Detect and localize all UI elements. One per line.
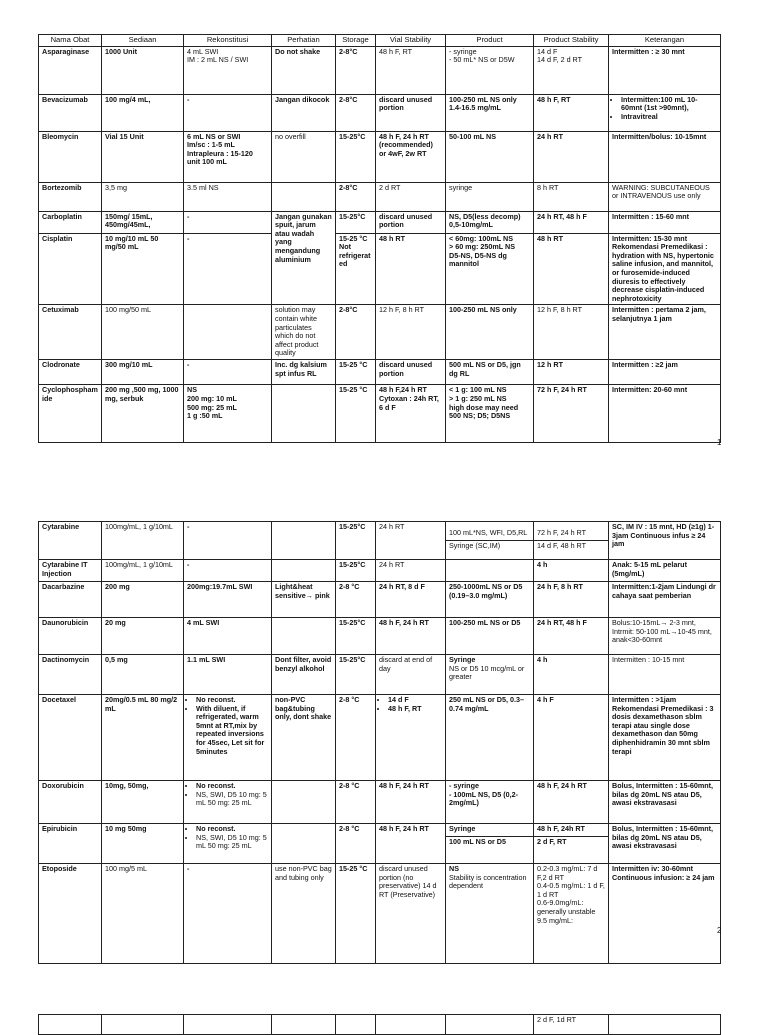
product — [446, 522, 534, 560]
storage: 15-25°C — [336, 131, 376, 182]
vial-stability: 48 h F, 24 h RT (recommended) or 4wF, 2w RT — [376, 131, 446, 182]
keterangan: Intermitten : ≥2 jam — [609, 360, 721, 385]
product-stability: 24 h RT — [534, 131, 609, 182]
page-number: 1 — [717, 438, 722, 447]
list-item: • No reconst. — [196, 782, 268, 791]
rekonstitusi — [184, 824, 272, 864]
product — [446, 824, 534, 864]
drug-name: Daunorubicin — [39, 618, 102, 655]
rekonstitusi — [184, 695, 272, 781]
storage: 15-25°C — [336, 211, 376, 233]
line: 6 mL NS or SWI — [187, 131, 241, 141]
sediaan: 100mg/mL, 1 g/10mL — [102, 522, 184, 560]
product-stability — [534, 522, 609, 560]
table-row — [39, 94, 721, 131]
table-row — [39, 360, 721, 385]
list-item: • 14 d F — [388, 696, 442, 705]
product-stability: 48 h F, 24 h RT — [534, 781, 609, 824]
table-row — [39, 864, 721, 964]
product-stability: 12 h F, 8 h RT — [534, 305, 609, 360]
vial-stability: discard unused portion — [376, 360, 446, 385]
empty-cell — [102, 1015, 184, 1035]
sediaan: 200 mg — [102, 582, 184, 618]
sub-cell: 14 d F, 48 h RT — [534, 540, 608, 551]
line: > 1 g: 250 mL NS — [449, 393, 507, 403]
perhatian: Light&heat sensitive→ pink — [272, 582, 336, 618]
line: 200 mg: 10 mL — [187, 393, 237, 403]
vial-stability: 12 h F, 8 h RT — [376, 305, 446, 360]
rekonstitusi: 1.1 mL SWI — [184, 655, 272, 695]
drug-name: Clodronate — [39, 360, 102, 385]
drug-name: Bleomycin — [39, 131, 102, 182]
line: 14 d F — [537, 46, 558, 56]
vial-stability: 48 h F,24 h RT Cytoxan : 24h RT, 6 d F — [376, 385, 446, 443]
vial-stability: 48 h RT — [376, 233, 446, 305]
sediaan: 1000 Unit — [102, 46, 184, 94]
line: 14 d F, 2 d RT — [537, 55, 583, 65]
product — [446, 211, 534, 233]
line: high dose may need 500 NS; D5; D5NS — [449, 402, 519, 421]
product: 100-250 mL NS only — [446, 305, 534, 360]
line: 500 mg: 25 mL — [187, 402, 237, 412]
empty-cell — [336, 1015, 376, 1035]
sub-cell: 100 mL NS or D5 — [446, 836, 533, 847]
drug-table-page-2 — [38, 521, 721, 964]
perhatian — [272, 522, 336, 560]
storage: 2-8 °C — [336, 781, 376, 824]
storage: 2-8°C — [336, 305, 376, 360]
table-row — [39, 385, 721, 443]
vial-stability: discard at end of day — [376, 655, 446, 695]
keterangan: Bolus, Intermitten : 15-60mnt, bilas dg 20mL NS atau D5, awasi ekstravasasi — [609, 781, 721, 824]
rekonstitusi — [184, 46, 272, 94]
sediaan: 200 mg ,500 mg, 1000 mg, serbuk — [102, 385, 184, 443]
sub-cell: Syringe (SC,IM) — [446, 540, 533, 551]
perhatian — [272, 560, 336, 582]
keterangan: Intermitten : ≥ 30 mnt — [609, 46, 721, 94]
line: NS or D5 10 mcg/mL or greater — [449, 663, 525, 682]
rekonstitusi — [184, 781, 272, 824]
perhatian — [272, 618, 336, 655]
keterangan — [609, 94, 721, 131]
keterangan: Bolus:10-15mL→ 2-3 mnt, Intrmit: 50-100 mL→10-45 mnt, anak<30-60mnt — [609, 618, 721, 655]
perhatian — [272, 781, 336, 824]
list-item: • With diluent, if refrigerated, warm 5mnt at RT,mix by repeated inversions for 45sec, Let sit for 5minutes — [196, 705, 268, 757]
rekonstitusi: - — [184, 94, 272, 131]
perhatian: Jangan gunakan spuit, jarum atau wadah yang mengandung aluminium — [272, 211, 336, 305]
keterangan: Bolus, Intermitten : 15-60mnt, bilas dg 20mL NS atau D5, awasi ekstravasasi — [609, 824, 721, 864]
table-row — [39, 655, 721, 695]
drug-name: Cytarabine IT Injection — [39, 560, 102, 582]
vial-stability: 48 h F, 24 h RT — [376, 618, 446, 655]
product — [446, 560, 534, 582]
list-item: • Intravitreal — [621, 113, 717, 122]
product-stability: 4 h — [534, 655, 609, 695]
rekonstitusi — [184, 385, 272, 443]
list-item: • Intermitten:100 mL 10-60mnt (1st >90mnt), — [621, 96, 717, 113]
empty-cell — [184, 1015, 272, 1035]
product-stability: 72 h F, 24 h RT — [534, 385, 609, 443]
rekonstitusi: 4 mL SWI — [184, 618, 272, 655]
table-row — [39, 522, 721, 560]
vial-stability: 24 h RT — [376, 560, 446, 582]
sediaan: 20 mg — [102, 618, 184, 655]
line: 0.6-9.0mg/mL: generally unstable 9.5 mg/mL: — [537, 898, 596, 925]
line: - syringe — [449, 781, 479, 790]
product — [446, 655, 534, 695]
product-stability: 4 h F — [534, 695, 609, 781]
line: NS — [187, 385, 197, 395]
page-3 — [38, 1014, 720, 1035]
line: < 1 g: 100 mL NS — [449, 385, 507, 395]
rekonstitusi: - — [184, 360, 272, 385]
keterangan: Intermitten : pertama 2 jam, selanjutnya 1 jam — [609, 305, 721, 360]
sediaan: 100mg/mL, 1 g/10mL — [102, 560, 184, 582]
line: - 50 mL* NS or D5W — [449, 55, 515, 65]
table-row — [39, 46, 721, 94]
product — [446, 385, 534, 443]
perhatian: use non-PVC bag and tubing only — [272, 864, 336, 964]
product-stability: 48 h F, RT — [534, 94, 609, 131]
vial-stability: discard unused portion — [376, 94, 446, 131]
vial-stability: discard unused portion — [376, 211, 446, 233]
list-item: • NS, SWI, D5 10 mg: 5 mL 50 mg: 25 mL — [196, 791, 268, 808]
perhatian: non-PVC bag&tubing only, dont shake — [272, 695, 336, 781]
sediaan: 100 mg/4 mL, — [102, 94, 184, 131]
empty-cell — [609, 1015, 721, 1035]
keterangan: SC, IM IV : 15 mnt, HD (≥1g) 1-3jam Continuous infus ≥ 24 jam — [609, 522, 721, 560]
line: Syringe — [449, 824, 476, 833]
table-row — [39, 211, 721, 233]
page-1 — [38, 34, 720, 443]
product — [446, 233, 534, 305]
drug-name: Bortezomib — [39, 182, 102, 211]
line: 48 h F, 24h RT — [537, 824, 585, 833]
product-stability — [534, 824, 609, 864]
vial-stability — [376, 695, 446, 781]
sediaan: 0,5 mg — [102, 655, 184, 695]
table-row — [39, 182, 721, 211]
product-stability — [534, 864, 609, 964]
col-header: Sediaan — [102, 35, 184, 47]
line: 0.2-0.3 mg/mL: 7 d F,2 d RT — [537, 864, 598, 882]
drug-table-page-1 — [38, 34, 721, 443]
sediaan: 10 mg 50mg — [102, 824, 184, 864]
line: 0,5-10mg/mL — [449, 220, 493, 230]
col-header: Keterangan — [609, 35, 721, 47]
line: D5-NS, D5-NS dg mannitol — [449, 250, 507, 269]
table-row — [39, 824, 721, 864]
perhatian — [272, 182, 336, 211]
line: Stability is concentration dependent — [449, 872, 527, 891]
keterangan: Intermitten:1-2jam Lindungi dr cahaya saat pemberian — [609, 582, 721, 618]
product: 250 mL NS or D5, 0.3–0.74 mg/mL — [446, 695, 534, 781]
product — [446, 94, 534, 131]
rekonstitusi — [184, 131, 272, 182]
table-row — [39, 582, 721, 618]
product — [446, 864, 534, 964]
empty-cell — [39, 1015, 102, 1035]
keterangan: Intermitten: 20-60 mnt — [609, 385, 721, 443]
keterangan: Intermitten : 15-60 mnt — [609, 211, 721, 233]
line: 0.4-0.5 mg/mL: 1 d F, 1 d RT — [537, 881, 605, 899]
table-header-row — [39, 35, 721, 47]
storage: 15-25°C — [336, 655, 376, 695]
vial-stability: 48 h F, 24 h RT — [376, 781, 446, 824]
product-stability: 2 d F, 1d RT — [534, 1015, 609, 1035]
line: < 60mg: 100mL NS — [449, 233, 513, 243]
empty-cell — [272, 1015, 336, 1035]
line: 1.4-16.5 mg/mL — [449, 103, 501, 113]
storage: 2-8°C — [336, 94, 376, 131]
vial-stability: 48 h F, RT — [376, 46, 446, 94]
perhatian: solution may contain white particulates which do not affect product quality — [272, 305, 336, 360]
product: syringe — [446, 182, 534, 211]
perhatian: Jangan dikocok — [272, 94, 336, 131]
product — [446, 781, 534, 824]
rekonstitusi — [184, 305, 272, 360]
drug-name: Etoposide — [39, 864, 102, 964]
storage: 2-8°C — [336, 182, 376, 211]
line: 100-250 mL NS only — [449, 94, 517, 104]
drug-name: Dacarbazine — [39, 582, 102, 618]
table-row — [39, 560, 721, 582]
sediaan: 150mg/ 15mL, 450mg/45mL, — [102, 211, 184, 233]
keterangan: WARNING: SUBCUTANEOUS or INTRAVENOUS use only — [609, 182, 721, 211]
table-row — [39, 305, 721, 360]
storage: 15-25 °C — [336, 385, 376, 443]
table-row — [39, 781, 721, 824]
storage: 15-25 °C Not refrigerated — [336, 233, 376, 305]
drug-name: Cetuximab — [39, 305, 102, 360]
keterangan: Intermitten/bolus: 10-15mnt — [609, 131, 721, 182]
keterangan: Intermitten: 15-30 mnt Rekomendasi Premedikasi : hydration with NS, hypertonic saline infusion, and mannitol, or furosemide-induced diuresis to effectively decrease cisplatin-induced nephrotoxicity — [609, 233, 721, 305]
product-stability: 24 h RT, 48 h F — [534, 618, 609, 655]
col-header: Storage — [336, 35, 376, 47]
line: NS, D5(less decomp) — [449, 211, 521, 221]
list-item: • No reconst. — [196, 825, 268, 834]
table-row — [39, 131, 721, 182]
vial-stability: 48 h F, 24 h RT — [376, 824, 446, 864]
product-stability: 8 h RT — [534, 182, 609, 211]
product-stability: 4 h — [534, 560, 609, 582]
drug-name: Docetaxel — [39, 695, 102, 781]
table-row — [39, 695, 721, 781]
rekonstitusi: 3.5 ml NS — [184, 182, 272, 211]
storage: 15-25°C — [336, 522, 376, 560]
vial-stability: 24 h RT — [376, 522, 446, 560]
product: 250-1000mL NS or D5 (0.19–3.0 mg/mL) — [446, 582, 534, 618]
perhatian — [272, 824, 336, 864]
col-header: Product Stability — [534, 35, 609, 47]
storage: 2-8 °C — [336, 824, 376, 864]
product: 100-250 mL NS or D5 — [446, 618, 534, 655]
col-header: Rekonstitusi — [184, 35, 272, 47]
list-item: • NS, SWI, D5 10 mg: 5 mL 50 mg: 25 mL — [196, 834, 268, 851]
sediaan: 10 mg/10 mL 50 mg/50 mL — [102, 233, 184, 305]
rekonstitusi: - — [184, 233, 272, 305]
product: 500 mL NS or D5, jgn dg RL — [446, 360, 534, 385]
drug-name: Dactinomycin — [39, 655, 102, 695]
sediaan: 3,5 mg — [102, 182, 184, 211]
drug-name: Doxorubicin — [39, 781, 102, 824]
perhatian: Do not shake — [272, 46, 336, 94]
page-2 — [38, 521, 720, 964]
product-stability — [534, 46, 609, 94]
col-header: Product — [446, 35, 534, 47]
storage: 15-25 °C — [336, 360, 376, 385]
empty-cell — [376, 1015, 446, 1035]
line: 1 g :50 mL — [187, 411, 223, 421]
list-item: • 48 h F, RT — [388, 705, 442, 714]
sediaan: 100 mg/50 mL — [102, 305, 184, 360]
line: 100 mL*NS, WFI, D5,RL — [449, 528, 528, 537]
product-stability: 24 h F, 8 h RT — [534, 582, 609, 618]
sediaan: 20mg/0.5 mL 80 mg/2 mL — [102, 695, 184, 781]
storage: 15-25 °C — [336, 864, 376, 964]
product — [446, 46, 534, 94]
keterangan: Intermitten iv: 30-60mnt Continuous infusion: ≥ 24 jam — [609, 864, 721, 964]
line: 4 mL SWI — [187, 46, 219, 56]
perhatian — [272, 385, 336, 443]
sediaan: Vial 15 Unit — [102, 131, 184, 182]
list-item: • No reconst. — [196, 696, 268, 705]
line: Syringe — [449, 655, 476, 664]
sediaan: 10mg, 50mg, — [102, 781, 184, 824]
line: - 100mL NS, D5 (0,2-2mg/mL) — [449, 789, 518, 808]
sub-cell: 2 d F, RT — [534, 836, 608, 847]
line: NS — [449, 864, 459, 873]
line: Intrapleura : 15-120 unit 100 mL — [187, 148, 253, 167]
product: 50-100 mL NS — [446, 131, 534, 182]
line: > 60 mg: 250mL NS — [449, 242, 515, 252]
storage: 2-8 °C — [336, 582, 376, 618]
page-number: 2 — [717, 926, 722, 935]
table-row — [39, 1015, 721, 1035]
storage: 2-8 °C — [336, 695, 376, 781]
vial-stability: 24 h RT, 8 d F — [376, 582, 446, 618]
product-stability: 48 h RT — [534, 233, 609, 305]
col-header: Perhatian — [272, 35, 336, 47]
line: Im/sc : 1-5 mL — [187, 140, 235, 150]
perhatian: no overfill — [272, 131, 336, 182]
drug-name: Cyclophosphamide — [39, 385, 102, 443]
rekonstitusi: 200mg:19.7mL SWI — [184, 582, 272, 618]
table-row — [39, 233, 721, 305]
line: - syringe — [449, 46, 477, 56]
perhatian: Inc. dg kalsium spt infus RL — [272, 360, 336, 385]
line: IM : 2 mL NS / SWI — [187, 55, 249, 65]
drug-name: Cisplatin — [39, 233, 102, 305]
product-stability: 24 h RT, 48 h F — [534, 211, 609, 233]
rekonstitusi: - — [184, 560, 272, 582]
keterangan: Intermitten : >1jam Rekomendasi Premedikasi : 3 dosis dexamethason sblm terapi atau single dose dexamethason dan 50mg diphenhidramin 30 mnt sblm terapi — [609, 695, 721, 781]
drug-name: Asparaginase — [39, 46, 102, 94]
storage: 2-8°C — [336, 46, 376, 94]
product-stability: 12 h RT — [534, 360, 609, 385]
sediaan: 100 mg/5 mL — [102, 864, 184, 964]
col-header: Nama Obat — [39, 35, 102, 47]
keterangan: Anak: 5-15 mL pelarut (5mg/mL) — [609, 560, 721, 582]
drug-name: Carboplatin — [39, 211, 102, 233]
rekonstitusi: - — [184, 522, 272, 560]
table-row — [39, 618, 721, 655]
line: 72 h F, 24 h RT — [537, 528, 587, 537]
storage: 15-25°C — [336, 618, 376, 655]
storage: 15-25°C — [336, 560, 376, 582]
keterangan: Intermitten : 10-15 mnt — [609, 655, 721, 695]
vial-stability: 2 d RT — [376, 182, 446, 211]
empty-cell — [446, 1015, 534, 1035]
drug-name: Bevacizumab — [39, 94, 102, 131]
perhatian: Dont filter, avoid benzyl alkohol — [272, 655, 336, 695]
rekonstitusi: - — [184, 211, 272, 233]
drug-table-page-3 — [38, 1014, 721, 1035]
vial-stability: discard unused portion (no preservative) 14 d RT (Preservative) — [376, 864, 446, 964]
col-header: Vial Stability — [376, 35, 446, 47]
drug-name: Epirubicin — [39, 824, 102, 864]
sediaan: 300 mg/10 mL — [102, 360, 184, 385]
rekonstitusi: - — [184, 864, 272, 964]
drug-name: Cytarabine — [39, 522, 102, 560]
